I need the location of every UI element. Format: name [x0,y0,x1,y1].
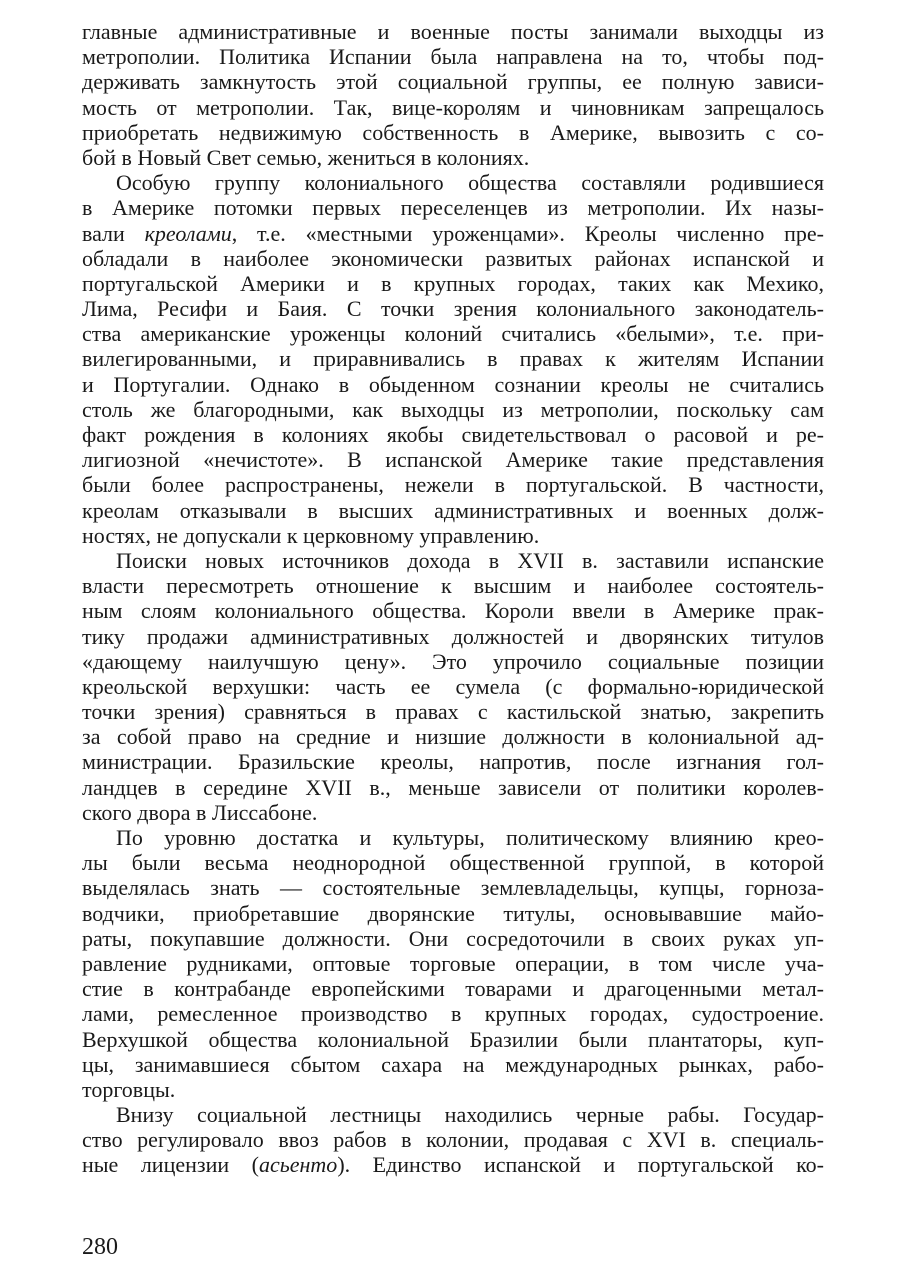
text-line [82,221,824,246]
text-line: «дающему наилучшую цену». Это упрочило социальные позиции [82,648,824,674]
text-segment: вали [82,220,145,246]
text-line: ным слоям колониального общества. Короли ввели в Америке прак- [82,598,824,624]
text-line: лы были весьма неоднородной общественной группой, в которой [82,850,824,876]
text-line: цы, занимавшиеся сбытом сахара на международных рынках, рабо- [82,1051,824,1077]
text-line: ностях, не допускали к церковному управлению. [82,522,540,548]
italic-term: креолами [144,220,232,246]
text-line [82,1152,824,1177]
text-segment: , т.е. «местными уроженцами». Креолы численно пре- [231,220,824,246]
text-line: португальской Америки и в крупных городах, таких как Мехико, [82,270,824,296]
text-line: обладали в наиболее экономически развитых районах испанской и [82,245,824,271]
text-line: метрополии. Политика Испании была направлена на то, чтобы под- [82,44,824,70]
text-line: столь же благородными, как выходцы из метрополии, поскольку сам [82,396,824,422]
text-line: и Португалии. Однако в обыденном сознании креолы не считались [82,371,824,397]
text-line: Лима, Ресифи и Баия. С точки зрения колониального законодатель- [82,296,824,322]
text-line: По уровню достатка и культуры, политическому влиянию крео- [116,825,824,850]
text-line: лигиозной «нечистоте». В испанской Америке такие представления [82,447,824,473]
text-line: Особую группу колониального общества составляли родившиеся [116,170,824,196]
text-line: Поиски новых источников дохода в XVII в. заставили испанские [116,547,824,573]
text-line: за собой право на средние и низшие должности в колониальной ад- [82,724,824,750]
text-line: выделялась знать — состоятельные землевладельцы, купцы, горноза- [82,875,824,901]
text-line: приобретать недвижимую собственность в Америке, вывозить с со- [82,119,824,145]
text-line: держивать замкнутость этой социальной группы, ее полную зависи- [82,69,824,95]
text-line: лами, ремесленное производство в крупных городах, судостроение. [82,1001,824,1027]
text-line: стие в контрабанде европейскими товарами и драгоценными метал- [82,976,824,1002]
text-line: министрации. Бразильские креолы, напротив, после изгнания гол- [82,749,824,775]
text-line: Внизу социальной лестницы находились черные рабы. Государ- [116,1102,824,1128]
text-segment: ). Единство испанской и португальской ко- [337,1152,824,1178]
text-segment: ные лицензии ( [82,1152,259,1178]
page-number: 280 [82,1234,118,1260]
text-line: ского двора в Лиссабоне. [82,799,318,825]
body-text [82,19,824,1178]
text-line: были более распространены, нежели в португальской. В частности, [82,472,824,498]
text-line: креольской верхушки: часть ее сумела (с формально-юридической [82,673,824,699]
text-line: водчики, приобретавшие дворянские титулы, основывавшие майо- [82,900,824,926]
text-line: торговцы. [82,1076,176,1102]
text-line: главные административные и военные посты занимали выходцы из [82,19,824,44]
text-line: бой в Новый Свет семью, жениться в колониях. [82,144,530,170]
italic-term: асьенто [258,1152,338,1178]
text-line: в Америке потомки первых переселенцев из метрополии. Их назы- [82,195,824,221]
text-line: мость от метрополии. Так, вице-королям и чиновникам запрещалось [82,94,824,120]
text-line: факт рождения в колониях якобы свидетельствовал о расовой и ре- [82,422,824,447]
text-line: Верхушкой общества колониальной Бразилии были плантаторы, куп- [82,1026,824,1052]
text-line: вилегированными, и приравнивались в правах к жителям Испании [82,346,824,372]
text-line: ства американские уроженцы колоний считались «белыми», т.е. при- [82,321,824,347]
text-line: ство регулировало ввоз рабов в колонии, продавая с XVI в. специаль- [82,1127,824,1153]
text-line: креолам отказывали в высших административных и военных долж- [82,497,824,523]
text-line: раты, покупавшие должности. Они сосредоточили в своих руках уп- [82,925,824,951]
text-line: власти пересмотреть отношение к высшим и наиболее состоятель- [82,573,824,599]
text-line: равление рудниками, оптовые торговые операции, в том числе уча- [82,950,824,976]
text-line: ландцев в середине XVII в., меньше зависели от политики королев- [82,774,824,800]
text-line: тику продажи административных должностей и дворянских титулов [82,623,824,649]
text-line: точки зрения) сравняться в правах с кастильской знатью, закрепить [82,699,824,725]
